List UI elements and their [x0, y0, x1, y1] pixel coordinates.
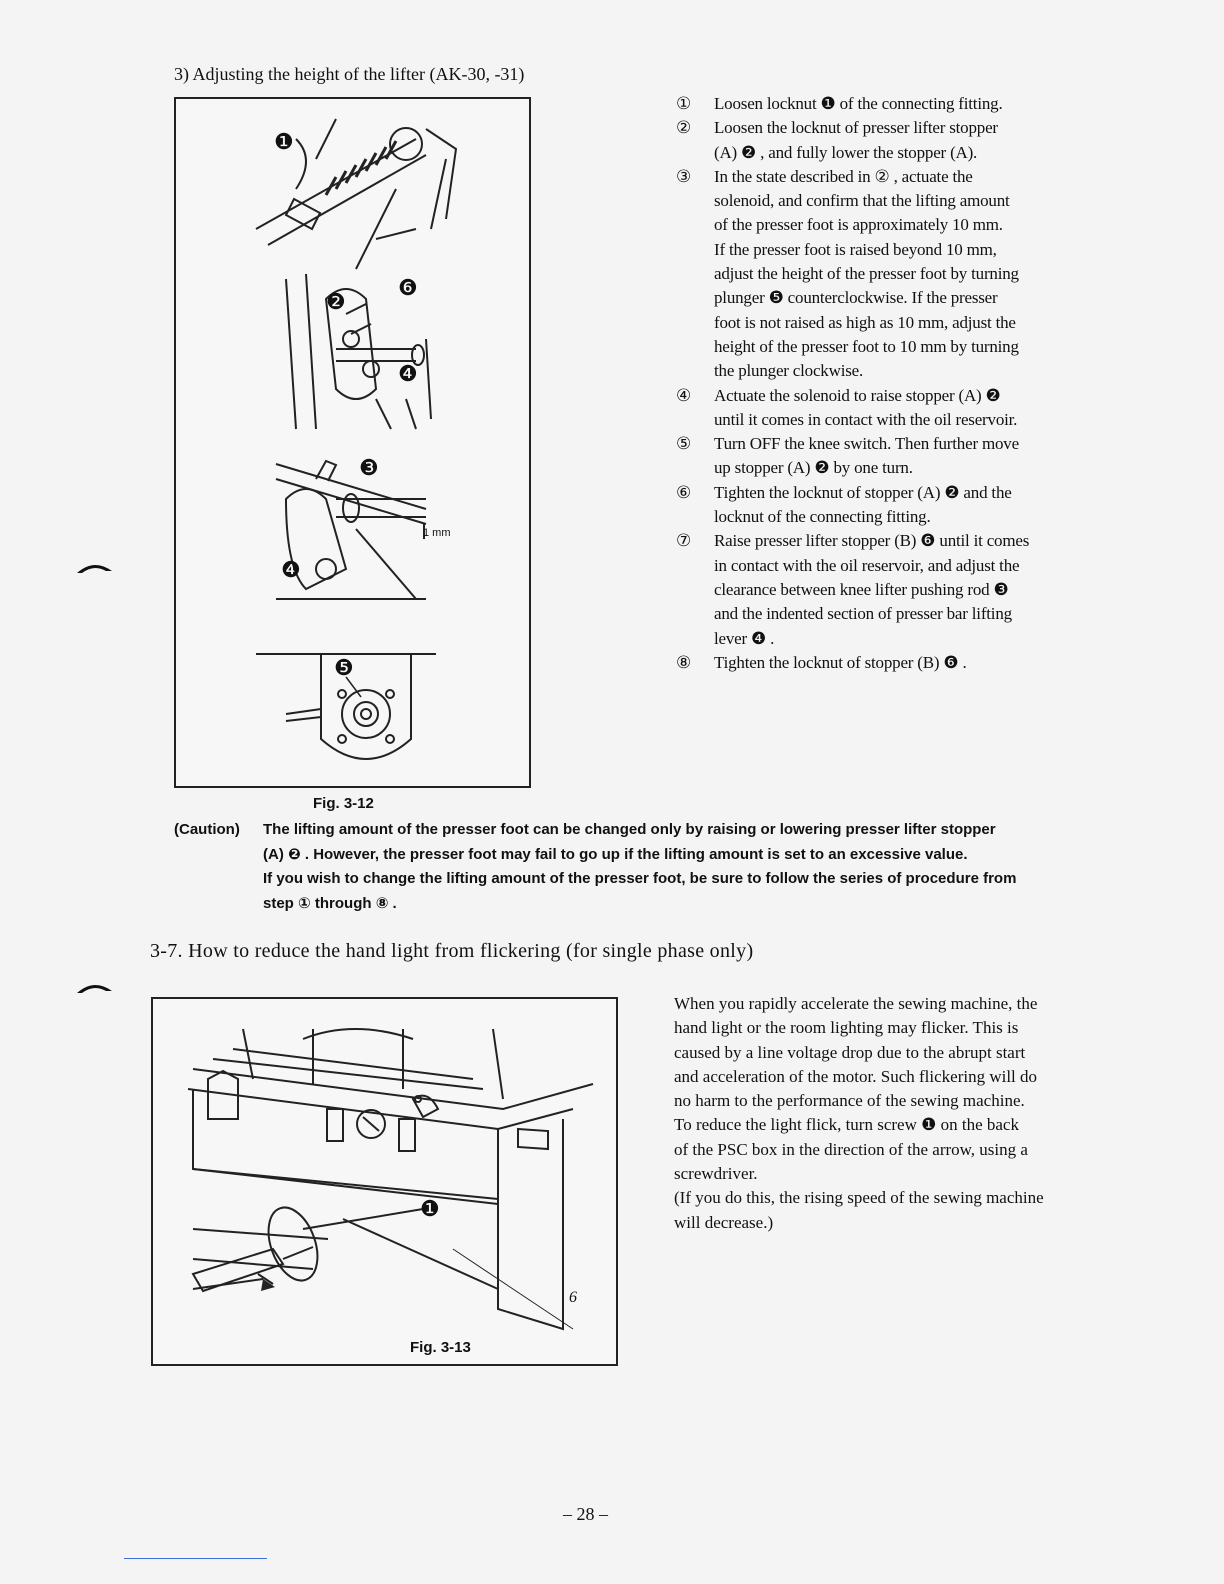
- caution-label: (Caution): [174, 821, 240, 838]
- step-number: ⑧: [676, 652, 692, 672]
- callout-1: ❶: [274, 129, 294, 154]
- callout-4b: ❹: [281, 557, 301, 582]
- step-line: locknut of the connecting fitting.: [714, 507, 931, 527]
- step-number: ⑥: [676, 482, 692, 502]
- paragraph-line: (If you do this, the rising speed of the sewing machine: [674, 1188, 1044, 1208]
- psc-box-illustration: [153, 999, 616, 1364]
- step-text: [714, 384, 1096, 433]
- paragraph-line: To reduce the light flick, turn screw ❶ on the back: [674, 1115, 1019, 1135]
- callout-5: ❺: [334, 655, 354, 680]
- caution-line: (A) ❷ . However, the presser foot may fail to go up if the lifting amount is set to an excessive value.: [263, 845, 968, 863]
- step-number: ③: [676, 166, 692, 186]
- step-number: ④: [676, 385, 692, 405]
- step-line: Actuate the solenoid to raise stopper (A) ❷: [714, 385, 1001, 405]
- step-line: If the presser foot is raised beyond 10 mm,: [714, 239, 997, 259]
- step-number: ①: [676, 94, 692, 113]
- step-line: Turn OFF the knee switch. Then further move: [714, 434, 1019, 454]
- figure-caption-3-12: Fig. 3-12: [313, 795, 374, 812]
- caution-line: step ① through ⑧ .: [263, 894, 397, 912]
- callout-screw: ❶: [420, 1196, 440, 1221]
- caution-line: If you wish to change the lifting amount of the presser foot, be sure to follow the series of procedure from: [263, 870, 1017, 887]
- footer-rule: [124, 1558, 267, 1559]
- flicker-paragraph: [674, 992, 1094, 1235]
- subsection-title: 3) Adjusting the height of the lifter (AK-30, -31): [174, 64, 525, 84]
- callout-4: ❹: [398, 361, 418, 386]
- step-item: [676, 384, 1096, 433]
- paragraph-line: When you rapidly accelerate the sewing machine, the: [674, 994, 1038, 1013]
- step-line: (A) ❷ , and fully lower the stopper (A).: [714, 142, 978, 162]
- margin-mark-icon: [76, 560, 116, 574]
- paragraph-line: no harm to the performance of the sewing machine.: [674, 1091, 1025, 1111]
- step-item: [676, 92, 1096, 116]
- step-item: [676, 165, 1096, 384]
- dimension-label: 1 mm: [423, 527, 451, 539]
- figure-3-12: [174, 97, 531, 788]
- step-line: plunger ❺ counterclockwise. If the presser: [714, 288, 998, 308]
- step-line: Tighten the locknut of stopper (B) ❻ .: [714, 652, 967, 672]
- step-item: [676, 529, 1096, 650]
- step-text: [714, 116, 1096, 165]
- step-line: the plunger clockwise.: [714, 361, 864, 381]
- caution-line: The lifting amount of the presser foot can be changed only by raising or lowering presser lifter stopper: [263, 821, 996, 838]
- callout-2: ❷: [326, 289, 346, 314]
- step-line: of the presser foot is approximately 10 mm.: [714, 215, 1003, 235]
- step-line: Loosen the locknut of presser lifter stopper: [714, 118, 998, 138]
- step-number: ⑤: [676, 434, 692, 454]
- step-text: [714, 432, 1096, 481]
- step-line: foot is not raised as high as 10 mm, adjust the: [714, 312, 1016, 332]
- step-text: [714, 529, 1096, 650]
- step-line: adjust the height of the presser foot by turning: [714, 264, 1019, 284]
- step-text: [714, 481, 1096, 530]
- step-line: height of the presser foot to 10 mm by turning: [714, 336, 1019, 356]
- paragraph-line: and acceleration of the motor. Such flickering will do: [674, 1066, 1038, 1086]
- step-text: [714, 165, 1096, 384]
- paragraph-line: caused by a line voltage drop due to the abrupt start: [674, 1042, 1026, 1062]
- procedure-steps: [676, 92, 1096, 675]
- step-text: [714, 651, 1096, 675]
- caution-text: [263, 818, 1123, 916]
- callout-3: ❸: [359, 455, 379, 480]
- page-number: – 28 –: [563, 1504, 608, 1524]
- paragraph-line: hand light or the room lighting may flicker. This is: [674, 1018, 1019, 1038]
- step-item: [676, 481, 1096, 530]
- step-item: [676, 651, 1096, 675]
- step-line: until it comes in contact with the oil reservoir.: [714, 409, 1018, 429]
- step-line: up stopper (A) ❷ by one turn.: [714, 458, 913, 478]
- step-line: Tighten the locknut of stopper (A) ❷ and the: [714, 482, 1012, 502]
- section-title: 3-7. How to reduce the hand light from flickering (for single phase only): [150, 940, 754, 962]
- paragraph-line: will decrease.): [674, 1212, 774, 1232]
- step-text: [714, 92, 1096, 116]
- step-line: Raise presser lifter stopper (B) ❻ until it comes: [714, 531, 1030, 551]
- step-number: ②: [676, 118, 692, 138]
- step-line: lever ❹ .: [714, 628, 775, 648]
- step-item: [676, 432, 1096, 481]
- step-line: and the indented section of presser bar lifting: [714, 604, 1012, 624]
- margin-mark-icon: [76, 980, 116, 994]
- step-line: solenoid, and confirm that the lifting amount: [714, 191, 1010, 211]
- figure-caption-3-13: Fig. 3-13: [410, 1339, 471, 1356]
- step-line: clearance between knee lifter pushing rod ❸: [714, 579, 1009, 599]
- step-item: [676, 116, 1096, 165]
- step-line: in contact with the oil reservoir, and adjust the: [714, 555, 1020, 575]
- step-line: Loosen locknut ❶ of the connecting fitting.: [714, 94, 1003, 113]
- callout-6: ❻: [398, 275, 418, 300]
- lifter-mechanism-illustration: [176, 99, 529, 786]
- corner-mark: 6: [569, 1289, 577, 1306]
- figure-3-13: [151, 997, 618, 1366]
- step-line: In the state described in ② , actuate the: [714, 166, 973, 186]
- step-number: ⑦: [676, 531, 692, 551]
- paragraph-line: screwdriver.: [674, 1164, 758, 1184]
- paragraph-line: of the PSC box in the direction of the arrow, using a: [674, 1139, 1028, 1159]
